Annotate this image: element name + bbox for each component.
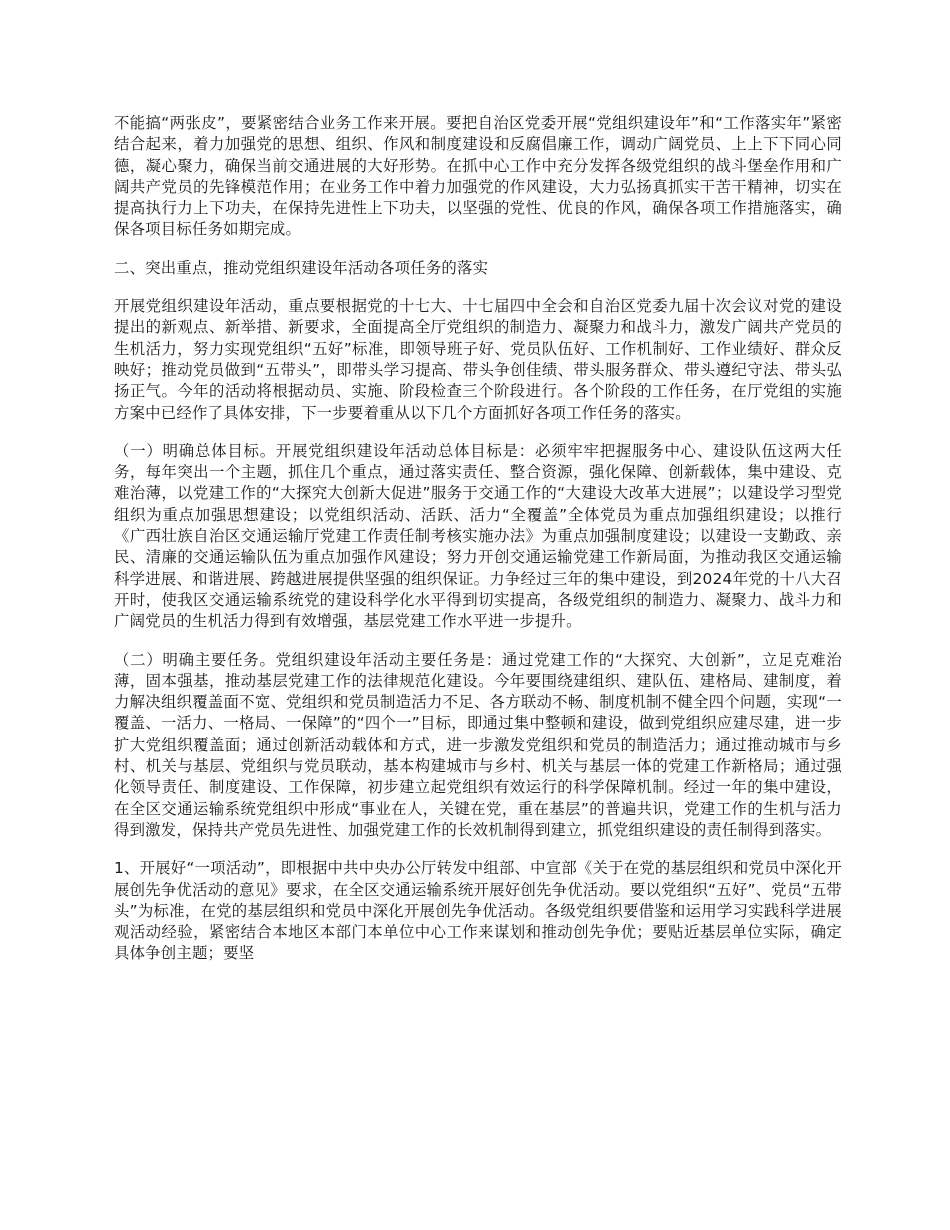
paragraph-overview: 开展党组织建设年活动，重点要根据党的十七大、十七届四中全会和自治区党委九届十次会议对党的建设提出的新观点、新举措、新要求，全面提高全厅党组织的制造力、凝聚力和战斗力，激发广阔共产党员的生机活力，努力实现党组织“五好”标准，即领导班子好、党员队伍好、工作机制好、工作业绩好、群众反映好；推动党员做到“五带头”，即带头学习提高、带头争创佳绩、带头服务群众、带头遵纪守法、带头弘扬正气。今年的活动将根据动员、实施、阶段检查三个阶段进行。各个阶段的工作任务，在厅党组的实施方案中已经作了具体安排，下一步要着重从以下几个方面抓好各项工作任务的落实。 <box>114 297 842 422</box>
paragraph-activity-1: 1、开展好“一项活动”，即根据中共中央办公厅转发中组部、中宣部《关于在党的基层组织和党员中深化开展创先争优活动的意见》要求，在全区交通运输系统开展好创先争优活动。要以党组织“五好”、党员“五带头”为标准，在党的基层组织和党员中深化开展创先争优活动。各级党组织要借鉴和运用学习实践科学进展观活动经验，紧密结合本地区本部门本单位中心工作来谋划和推动创先争优；要贴近基层单位实际，确定具体争创主题；要坚 <box>114 859 842 963</box>
paragraph-main-tasks: （二）明确主要任务。党组织建设年活动主要任务是：通过党建工作的“大探究、大创新”，立足克难治薄，固本强基，推动基层党建工作的法律规范化建设。今年要围绕建组织、建队伍、建格局、建制度，着力解决组织覆盖面不宽、党组织和党员制造活力不足、各方联动不畅、制度机制不健全四个问题，实现“一覆盖、一活力、一格局、一保障”的“四个一”目标，即通过集中整顿和建设，做到党组织应建尽建，进一步扩大党组织覆盖面；通过创新活动载体和方式，进一步激发党组织和党员的制造活力；通过推动城市与乡村、机关与基层、党组织与党员联动，基本构建城市与乡村、机关与基层一体的党建工作新格局；通过强化领导责任、制度建设、工作保障，初步建立起党组织有效运行的科学保障机制。经过一年的集中建设，在全区交通运输系统党组织中形成“事业在人，关键在党，重在基层”的普遍共识，党建工作的生机与活力得到激发，保持共产党员先进性、加强党建工作的长效机制得到建立，抓党组织建设的责任制得到落实。 <box>114 650 842 839</box>
paragraph-intro: 不能搞“两张皮”，要紧密结合业务工作来开展。要把自治区党委开展“党组织建设年”和“工作落实年”紧密结合起来，着力加强党的思想、组织、作风和制度建设和反腐倡廉工作，调动广阔党员、上上下下同心同德，凝心聚力，确保当前交通进展的大好形势。在抓中心工作中充分发挥各级党组织的战斗堡垒作用和广阔共产党员的先锋模范作用；在业务工作中着力加强党的作风建设，大力弘扬真抓实干苦干精神，切实在提高执行力上下功夫，在保持先进性上下功夫，以坚强的党性、优良的作风，确保各项工作措施落实，确保各项目标任务如期完成。 <box>114 114 842 239</box>
section-heading: 二、突出重点，推动党组织建设年活动各项任务的落实 <box>114 258 489 277</box>
document-body <box>114 113 842 982</box>
paragraph-overall-goal: （一）明确总体目标。开展党组织建设年活动总体目标是：必须牢牢把握服务中心、建设队伍这两大任务，每年突出一个主题，抓住几个重点，通过落实责任、整合资源，强化保障、创新载体，集中建设、克难治薄，以党建工作的“大探究大创新大促进”服务于交通工作的“大建设大改革大进展”；以建设学习型党组织为重点加强思想建设；以党组织活动、活跃、活力“全覆盖”全体党员为重点加强组织建设；以推行《广西壮族自治区交通运输厅党建工作责任制考核实施办法》为重点加强制度建设；以建设一支勤政、亲民、清廉的交通运输队伍为重点加强作风建设；努力开创交通运输党建工作新局面，为推动我区交通运输科学进展、和谐进展、跨越进展提供坚强的组织保证。力争经过三年的集中建设，到2024年党的十八大召开时，使我区交通运输系统党的建设科学化水平得到切实提高，各级党组织的制造力、凝聚力、战斗力和广阔党员的生机活力得到有效增强，基层党建工作水平进一步提升。 <box>114 441 842 631</box>
